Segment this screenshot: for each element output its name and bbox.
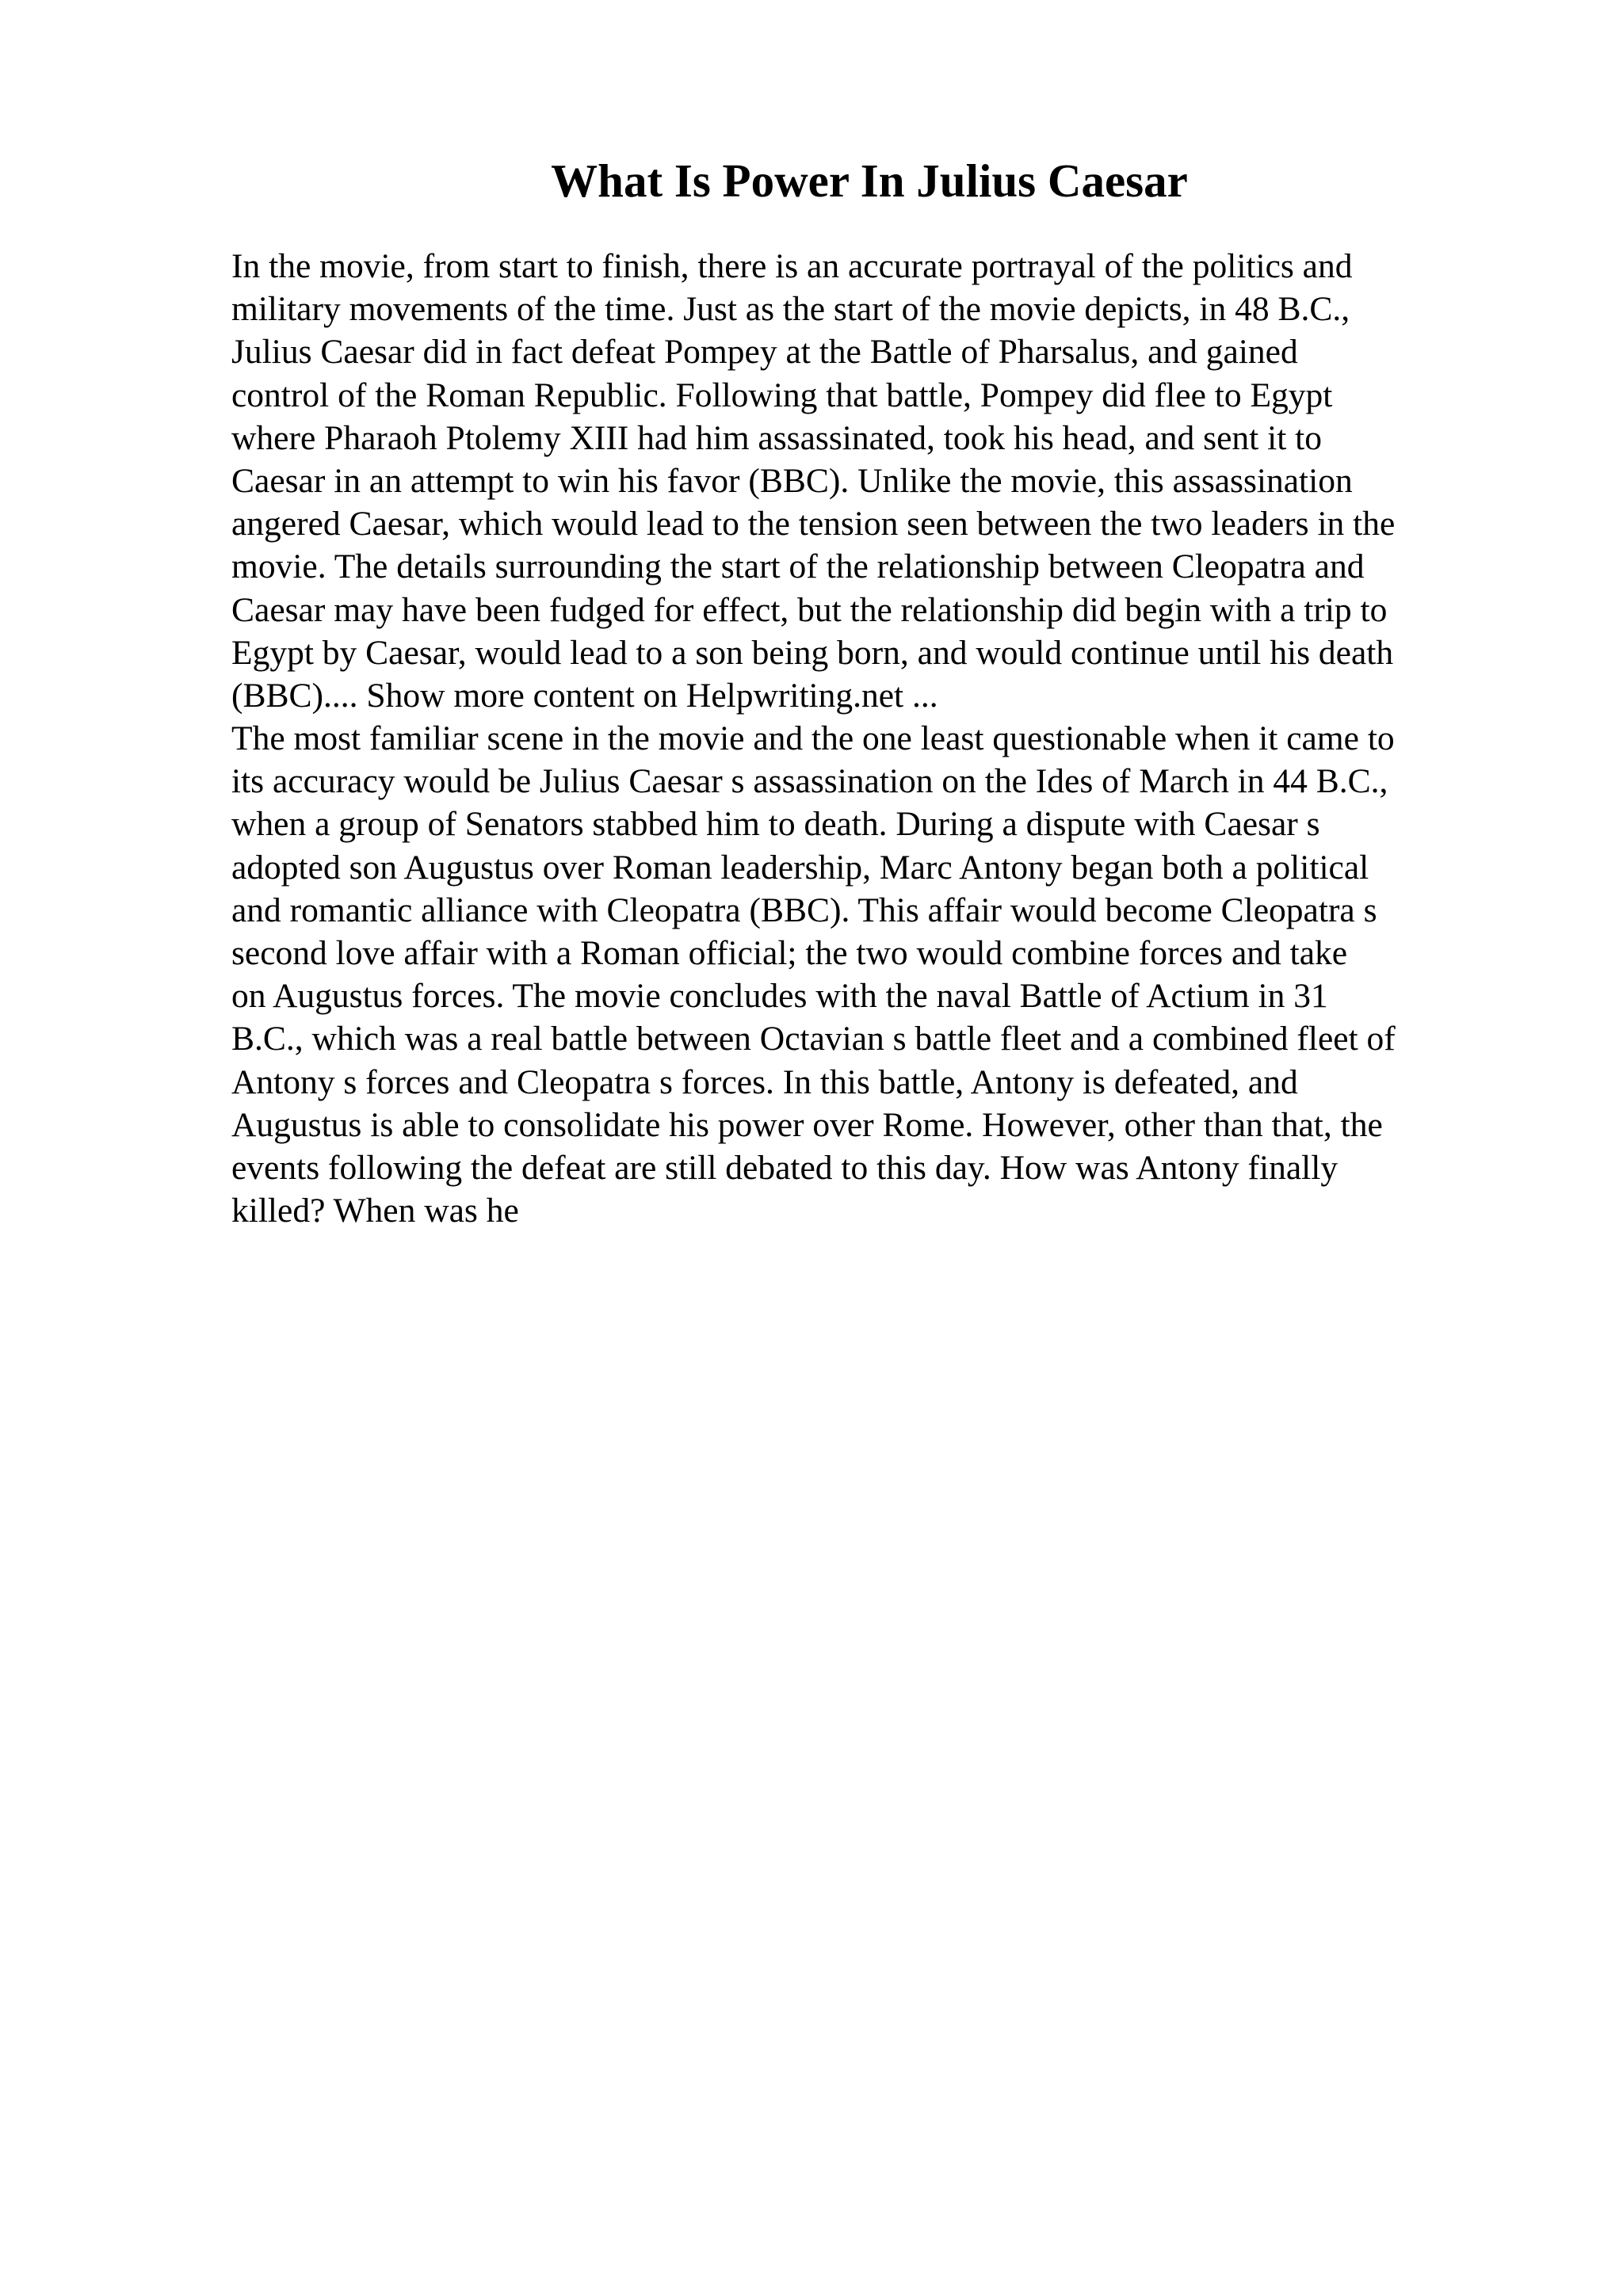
- body-line: Caesar in an attempt to win his favor (BBC). Unlike the movie, this assassination: [231, 461, 1353, 500]
- body-line: events following the defeat are still debated to this day. How was Antony finally: [231, 1148, 1338, 1187]
- body-line: The most familiar scene in the movie and the one least questionable when it came to: [231, 719, 1395, 758]
- body-line: where Pharaoh Ptolemy XIII had him assassinated, took his head, and sent it to: [231, 418, 1323, 457]
- body-line: second love affair with a Roman official; the two would combine forces and take: [231, 934, 1348, 972]
- body-line: Augustus is able to consolidate his power over Rome. However, other than that, the: [231, 1105, 1383, 1144]
- document-body: [231, 245, 1507, 1232]
- body-line: B.C., which was a real battle between Octavian s battle fleet and a combined fleet of: [231, 1020, 1396, 1058]
- body-line: adopted son Augustus over Roman leadership, Marc Antony began both a political: [231, 848, 1369, 887]
- body-line: its accuracy would be Julius Caesar s assassination on the Ides of March in 44 B.C.,: [231, 762, 1388, 801]
- body-line: Antony s forces and Cleopatra s forces. In this battle, Antony is defeated, and: [231, 1062, 1298, 1101]
- document-title: What Is Power In Julius Caesar: [551, 154, 1188, 207]
- body-line: In the movie, from start to finish, there is an accurate portrayal of the politics and: [231, 247, 1353, 285]
- body-line: Julius Caesar did in fact defeat Pompey at the Battle of Pharsalus, and gained: [231, 333, 1298, 372]
- body-line: control of the Roman Republic. Following that battle, Pompey did flee to Egypt: [231, 376, 1333, 414]
- body-line: on Augustus forces. The movie concludes with the naval Battle of Actium in 31: [231, 977, 1328, 1016]
- body-line: military movements of the time. Just as the start of the movie depicts, in 48 B.C.,: [231, 290, 1350, 329]
- body-line: killed? When was he: [231, 1192, 519, 1230]
- body-line: and romantic alliance with Cleopatra (BBC). This affair would become Cleopatra s: [231, 891, 1377, 929]
- body-line: Caesar may have been fudged for effect, but the relationship did begin with a trip to: [231, 590, 1388, 629]
- body-line: Egypt by Caesar, would lead to a son being born, and would continue until his death: [231, 633, 1394, 672]
- show-more-line: (BBC).... Show more content on Helpwriting.net ...: [231, 676, 938, 715]
- body-line: movie. The details surrounding the start of the relationship between Cleopatra and: [231, 547, 1365, 586]
- body-line: angered Caesar, which would lead to the tension seen between the two leaders in the: [231, 505, 1396, 543]
- body-line: when a group of Senators stabbed him to death. During a dispute with Caesar s: [231, 805, 1320, 844]
